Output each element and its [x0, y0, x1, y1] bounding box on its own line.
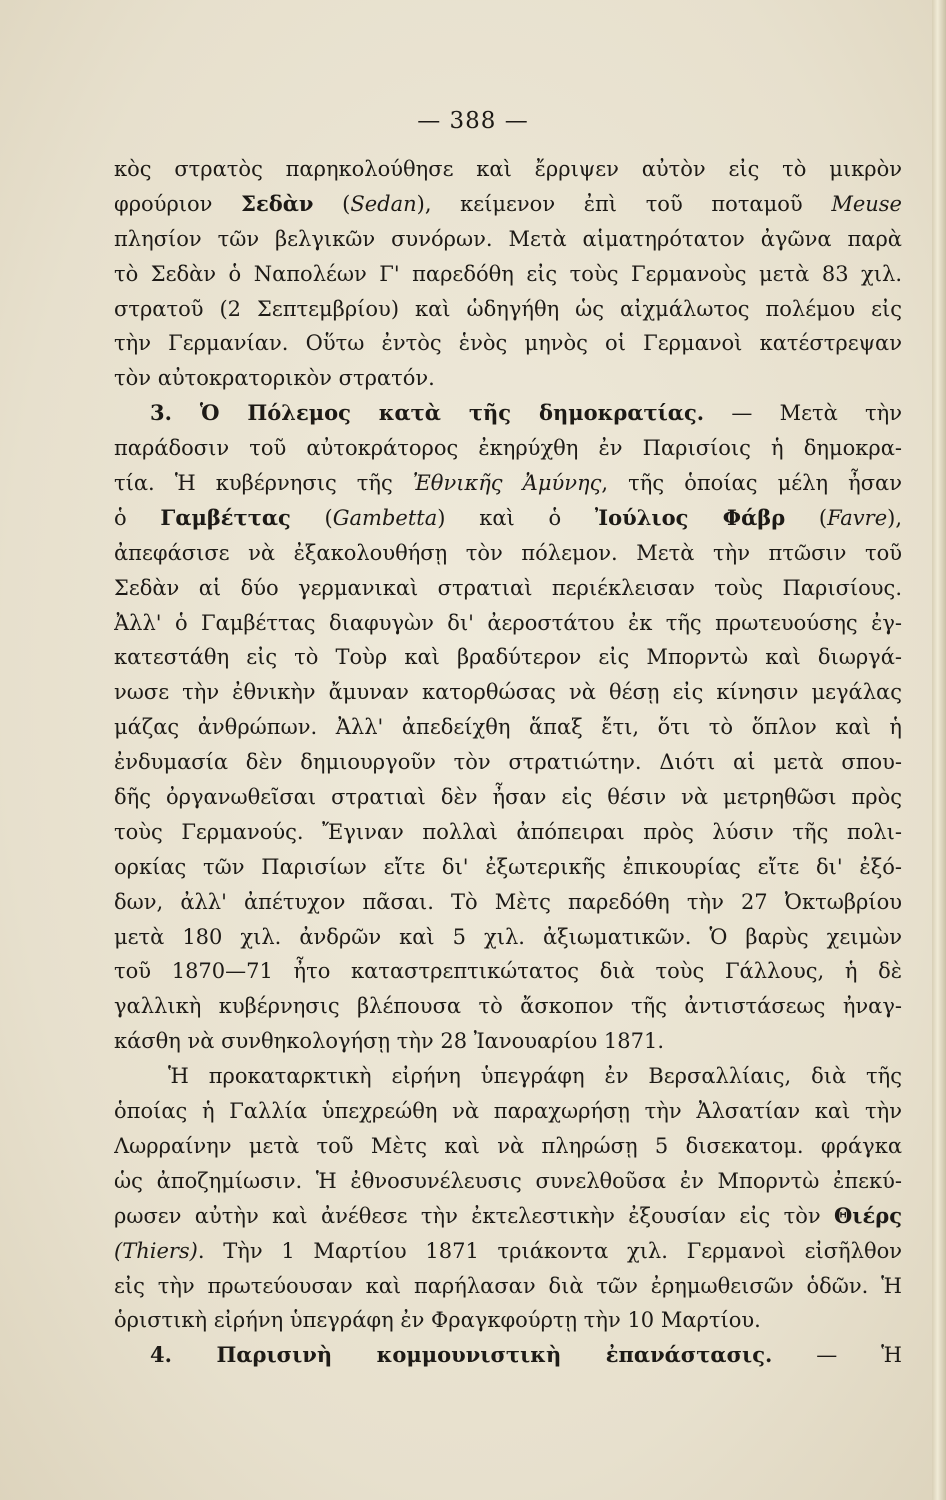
text-segment: τοῦ 1870—71 ἦτο καταστρεπτικώτατος διὰ τοὺς Γάλλους, ἡ δὲ — [114, 959, 902, 984]
text-segment: Λωρραίνην μετὰ τοῦ Μὲτς καὶ νὰ πληρώσῃ 5 δισεκατομ. φράγκα — [114, 1133, 902, 1158]
text-segment: τία. Ἡ κυβέρνησις τῆς — [114, 471, 413, 496]
text-line — [114, 466, 902, 501]
bold-term: Ἰούλιος Φάβρ — [594, 504, 786, 530]
text-line — [114, 606, 902, 641]
text-segment: ), — [887, 505, 902, 530]
text-segment: ἀπεφάσισε νὰ ἐξακολουθήσῃ τὸν πόλεμον. Μετὰ τὴν πτῶσιν τοῦ — [114, 540, 902, 565]
text-line — [114, 989, 902, 1024]
text-segment: κὸς στρατὸς παρηκολούθησε καὶ ἔρριψεν αὐτὸν εἰς τὸ μικρὸν — [114, 157, 902, 181]
italic-term: Gambetta — [332, 505, 438, 530]
text-segment: — Ἡ — [772, 1343, 902, 1368]
text-segment: . Τὴν 1 Μαρτίου 1871 τριάκοντα χιλ. Γερμανοὶ εἰσῆλθον — [197, 1238, 902, 1263]
page-edge — [932, 0, 946, 1500]
text-segment: παράδοσιν τοῦ αὐτοκράτορος ἐκηρύχθη ἐν Παρισίοις ἡ δημοκρα- — [114, 436, 902, 461]
text-segment: ἐνδυμασία δὲν δημιουργοῦν τὸν στρατιώτην. Διότι αἱ μετὰ σπου- — [114, 750, 902, 775]
text-segment: γαλλικὴ κυβέρνησις βλέπουσα τὸ ἄσκοπον τῆς ἀντιστάσεως ἠναγ- — [114, 994, 902, 1019]
text-line — [114, 326, 902, 361]
text-segment: δῆς ὀργανωθεῖσαι στρατιαὶ δὲν ἦσαν εἰς θέσιν νὰ μετρηθῶσι πρὸς — [114, 785, 902, 810]
bold-term: Σεδὰν — [241, 190, 314, 216]
text-segment: τὸν αὐτοκρατορικὸν στρατόν. — [114, 366, 435, 391]
text-segment: ρωσεν αὐτὴν καὶ ἀνέθεσε τὴν ἐκτελεστικὴν ἐξουσίαν εἰς τὸν — [114, 1203, 835, 1228]
text-segment: τὸ Σεδὰν ὁ Ναπολέων Γ' παρεδόθη εἰς τοὺς Γερμανοὺς μετὰ 83 χιλ. — [114, 261, 902, 286]
text-line — [114, 396, 902, 431]
bold-term: Ὁ Πόλεμος κατὰ τῆς δημοκρατίας. — [199, 400, 705, 426]
text-segment: ( — [290, 505, 333, 530]
text-body — [114, 152, 902, 1373]
text-line — [114, 745, 902, 780]
text-segment: ( — [785, 505, 828, 530]
text-line — [114, 920, 902, 955]
text-line — [114, 640, 902, 675]
text-segment: ὡς ἀποζημίωσιν. Ἡ ἐθνοσυνέλευσις συνελθοῦσα ἐν Μπορντὼ ἐπεκύ- — [114, 1168, 902, 1193]
text-segment: ὁριστικὴ εἰρήνη ὑπεγράφη ἐν Φραγκφούρτῃ τὴν 10 Μαρτίου. — [114, 1308, 761, 1333]
text-line — [114, 501, 902, 536]
text-line — [114, 675, 902, 710]
italic-term: (Thiers) — [114, 1238, 198, 1263]
text-line — [114, 1303, 902, 1338]
bold-term: Γαμβέττας — [160, 504, 291, 530]
text-line — [114, 1059, 902, 1094]
text-segment: , τῆς ὁποίας μέλη ἦσαν — [601, 471, 902, 496]
text-line — [114, 1269, 902, 1304]
text-segment: τὴν Γερμανίαν. Οὕτω ἐντὸς ἑνὸς μηνὸς οἱ Γερμανοὶ κατέστρεψαν — [114, 331, 902, 356]
text-line — [114, 257, 902, 292]
text-segment: — Μετὰ τὴν — [704, 401, 902, 426]
italic-term: Favre — [827, 505, 888, 530]
text-segment: μετὰ 180 χιλ. ἀνδρῶν καὶ 5 χιλ. ἀξιωματικῶν. Ὁ βαρὺς χειμὼν — [114, 924, 902, 949]
text-segment: πλησίον τῶν βελγικῶν συνόρων. Μετὰ αἱματηρότατον ἀγῶνα παρὰ — [114, 226, 902, 251]
section-number: 4. — [150, 1342, 217, 1368]
text-segment: μάζας ἀνθρώπων. Ἀλλ' ἀπεδείχθη ἅπαξ ἔτι, ὅτι τὸ ὅπλον καὶ ἡ — [114, 715, 902, 740]
text-segment: ) καὶ ὁ — [437, 505, 595, 530]
text-line — [114, 1234, 902, 1269]
bold-term: Θιέρς — [834, 1202, 902, 1228]
text-line — [114, 1129, 902, 1164]
text-line — [114, 536, 902, 571]
text-segment: ὁποίας ἡ Γαλλία ὑπεχρεώθη νὰ παραχωρήσῃ τὴν Ἀλσατίαν καὶ τὴν — [114, 1099, 902, 1124]
text-line — [114, 152, 902, 187]
text-line — [114, 292, 902, 327]
text-segment: Ἀλλ' ὁ Γαμβέττας διαφυγὼν δι' ἀεροστάτου ἐκ τῆς πρωτευούσης ἐγ- — [114, 610, 902, 635]
section-number: 3. — [150, 400, 200, 426]
text-segment: ( — [313, 191, 351, 216]
italic-term: Meuse — [831, 191, 902, 216]
text-line — [114, 1094, 902, 1129]
text-line — [114, 571, 902, 606]
text-segment: Ἡ προκαταρκτικὴ εἰρήνη ὑπεγράφη ἐν Βερσαλλίαις, διὰ τῆς — [168, 1064, 902, 1089]
text-line — [114, 222, 902, 257]
text-segment: κάσθη νὰ συνθηκολογήσῃ τὴν 28 Ἰανουαρίου 1871. — [114, 1029, 664, 1054]
italic-term: Ἐθνικῆς Ἀμύνης — [412, 471, 602, 496]
page-number: — 388 — — [417, 108, 529, 134]
italic-term: Sedan — [350, 191, 417, 216]
text-segment: δων, ἀλλ' ἀπέτυχον πᾶσαι. Τὸ Μὲτς παρεδόθη τὴν 27 Ὀκτωβρίου — [114, 889, 902, 914]
text-line — [114, 361, 902, 396]
text-segment: ), κείμενον ἐπὶ τοῦ ποταμοῦ — [416, 191, 832, 216]
text-segment: εἰς τὴν πρωτεύουσαν καὶ παρήλασαν διὰ τῶν ἐρημωθεισῶν ὁδῶν. Ἡ — [114, 1273, 902, 1298]
text-segment: κατεστάθη εἰς τὸ Τοὺρ καὶ βραδύτερον εἰς Μπορντὼ καὶ διωργά- — [114, 645, 902, 670]
text-line — [114, 710, 902, 745]
text-line — [114, 885, 902, 920]
text-line — [114, 187, 902, 222]
text-segment: φρούριον — [114, 191, 242, 216]
text-line — [114, 780, 902, 815]
text-line — [114, 431, 902, 466]
text-line — [114, 1024, 902, 1059]
text-segment: Σεδὰν αἱ δύο γερμανικαὶ στρατιαὶ περιέκλεισαν τοὺς Παρισίους. — [114, 575, 902, 600]
text-segment: ὁ — [114, 505, 161, 530]
text-segment: στρατοῦ (2 Σεπτεμβρίου) καὶ ὡδηγήθη ὡς αἰχμάλωτος πολέμου εἰς — [114, 296, 902, 321]
text-line — [114, 815, 902, 850]
text-segment: τοὺς Γερμανούς. Ἔγιναν πολλαὶ ἀπόπειραι πρὸς λύσιν τῆς πολι- — [114, 819, 902, 844]
bold-term: Παρισινὴ κομμουνιστικὴ ἐπανάστασις. — [216, 1342, 773, 1368]
text-line — [114, 1164, 902, 1199]
text-line — [114, 954, 902, 989]
text-line — [114, 850, 902, 885]
text-line — [114, 1338, 902, 1373]
text-line — [114, 1199, 902, 1234]
text-segment: ορκίας τῶν Παρισίων εἴτε δι' ἐξωτερικῆς ἐπικουρίας εἴτε δι' ἐξό- — [114, 854, 902, 879]
text-segment: νωσε τὴν ἐθνικὴν ἄμυναν κατορθώσας νὰ θέσῃ εἰς κίνησιν μεγάλας — [114, 680, 902, 705]
